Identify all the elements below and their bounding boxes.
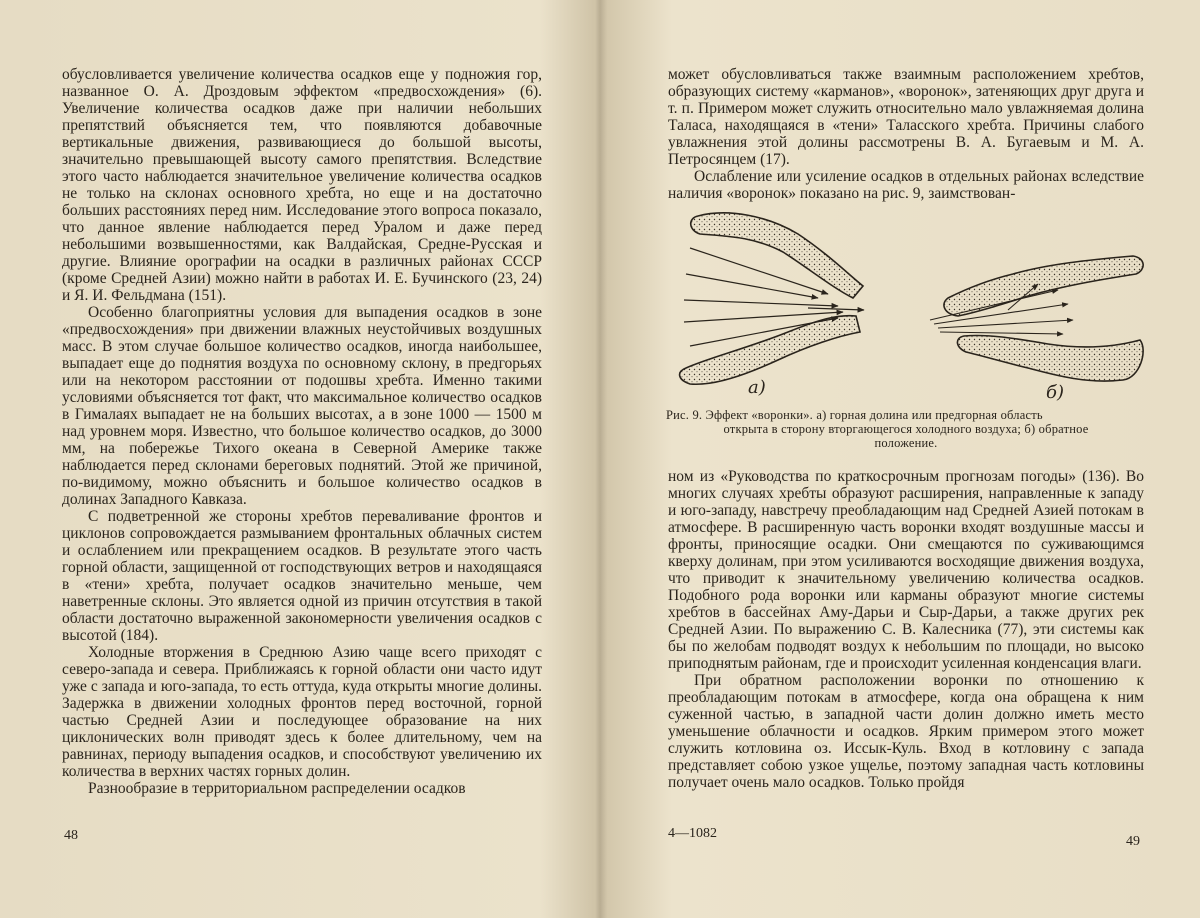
left-paragraph-5: Разнообразие в территориальном распределении осадков xyxy=(88,780,466,797)
right-paragraph-3: ном из «Руководства по краткосрочным прогнозам погоды» (136). Во многих случаях хребты образуют расширения, направленные к западу и юго-западу, навстречу преобладающим над Средней Азией потокам в атмосфере. В расширенную часть воронки входят воздушные массы и фронты, приносящие осадки. Они смещаются по суживающимся кверху долинам, при этом усиливаются восходящие движения воздуха, что приводит к значительному увеличению количества осадков. Подобного рода воронки или карманы образуют многие системы хребтов в бассейнах Аму-Дарьи и Сыр-Дарьи, а также других рек Средней Азии. По выражению С. В. Калесника (77), эти системы как бы по желобам подводят воздух к небольшим по площади, но высоко приподнятым районам, где и происходит усиленная конденсация влаги. xyxy=(668,468,1144,672)
caption-line-2: открыта в сторону вторгающегося холодного воздуха; б) обратное xyxy=(723,422,1089,436)
ridge-b-upper xyxy=(944,256,1143,316)
printer-signature: 4—1082 xyxy=(668,826,717,841)
left-page-number: 48 xyxy=(64,828,78,843)
funnel-diagram xyxy=(668,208,1144,403)
right-page-number: 49 xyxy=(1126,834,1140,849)
right-page xyxy=(606,0,1200,918)
figure-caption xyxy=(666,408,1146,450)
figure-label-a: а) xyxy=(748,377,766,398)
right-paragraph-2: Ослабление или усиление осадков в отдельных районах вследствие наличия «воронок» показано на рис. 9, заимствован- xyxy=(668,168,1144,202)
right-paragraph-4: При обратном расположении воронки по отношению к преобладающим потокам в атмосфере, когда она обращена к ним суженной частью, в западной части долин должно иметь место уменьшение облачности и осадков. Ярким примером этого может служить котловина оз. Иссык-Куль. Вход в котловину с запада представляет собою узкое ущелье, поэтому западная часть котловины получает очень мало осадков. Только пройдя xyxy=(668,672,1144,791)
left-paragraph-4: Холодные вторжения в Среднюю Азию чаще всего приходят с северо-запада и севера. Приближаясь к горной области они часто идут уже с запада и юго-запада, то есть оттуда, куда открыты многие долины. Задержка в движении холодных фронтов перед восточной, горной частью Средней Азии и последующее образование на них циклонических волн приводят здесь к более длительному, чем на равнинах, периоду выпадения осадков, и способствуют увеличению их количества в верхних частях горных долин. xyxy=(62,644,542,780)
ridge-a-upper xyxy=(691,213,863,298)
caption-line-3: положение. xyxy=(874,436,938,450)
left-paragraph-3: С подветренной же стороны хребтов переваливание фронтов и циклонов сопровождается размыванием фронтальных облачных систем и ослаблением или прекращением осадков. В результате этого часть горной области, защищенной от господствующих ветров и находящаяся в «тени» хребта, получает осадков значительно меньше, чем наветренные склоны. Это является одной из причин отсутствия в такой области достаточно выраженной закономерности увеличения осадков с высотой (184). xyxy=(62,508,542,644)
ridge-b-lower xyxy=(957,335,1143,381)
ridge-a-lower xyxy=(680,316,860,385)
left-paragraph-2: Особенно благоприятны условия для выпадения осадков в зоне «предвосхождения» при движении влажных неустойчивых воздушных масс. В этом случае большое количество осадков, иногда наибольшее, выпадает еще до поднятия воздуха по основному склону, в предгорьях или на некотором расстоянии от подошвы хребта. Именно такими условиями объясняется тот факт, что максимальное количество осадков в Гималаях выпадает не на больших высотах, а в зоне 1000 — 1500 м над уровнем моря. Известно, что большое количество осадков, до 3000 мм, на побережье Тихого океана в Северной Америке также наблюдается перед склонами береговых поднятий. Этой же причиной, по-видимому, можно объяснить и большое количество осадков в долинах Западного Кавказа. xyxy=(62,304,542,508)
right-page-text-bottom xyxy=(668,468,1144,791)
left-paragraph-1: обусловливается увеличение количества осадков еще у подножия гор, названное О. А. Дроздовым эффектом «предвосхождения» (6). Увеличение количества осадков даже при наличии небольших препятствий объясняется тем, что появляются добавочные вертикальные движения, развивающиеся до большой высоты, значительно превышающей высоту самого препятствия. Вследствие этого часто наблюдается значительное увеличение количества осадков не только на склонах основного хребта, но еще и на достаточно больших расстояниях перед ним. Исследование этого вопроса показало, что данное явление наблюдается перед Уралом и даже перед небольшими возвышенностями, как Валдайская, Средне-Русская и другие. Влияние орографии на осадки в различных районах СССР (кроме Средней Азии) можно найти в работах И. Е. Бучинского (23, 24) и Я. И. Фельдмана (151). xyxy=(62,66,542,304)
caption-line-1: Рис. 9. Эффект «воронки». а) горная долина или предгорная область xyxy=(666,408,1043,422)
right-page-text-top xyxy=(668,66,1144,202)
left-page-text xyxy=(62,66,542,797)
figure-label-b: б) xyxy=(1046,382,1065,403)
figure-funnel-effect xyxy=(668,208,1144,403)
right-paragraph-1: может обусловливаться также взаимным расположением хребтов, образующих систему «карманов», «воронок», затеняющих друг друга и т. п. Примером может служить относительно мало увлажняемая долина Таласа, находящаяся в «тени» Таласского хребта. Причины слабого увлажнения этой долины рассмотрены В. А. Бугаевым и М. А. Петросянцем (17). xyxy=(668,66,1144,168)
